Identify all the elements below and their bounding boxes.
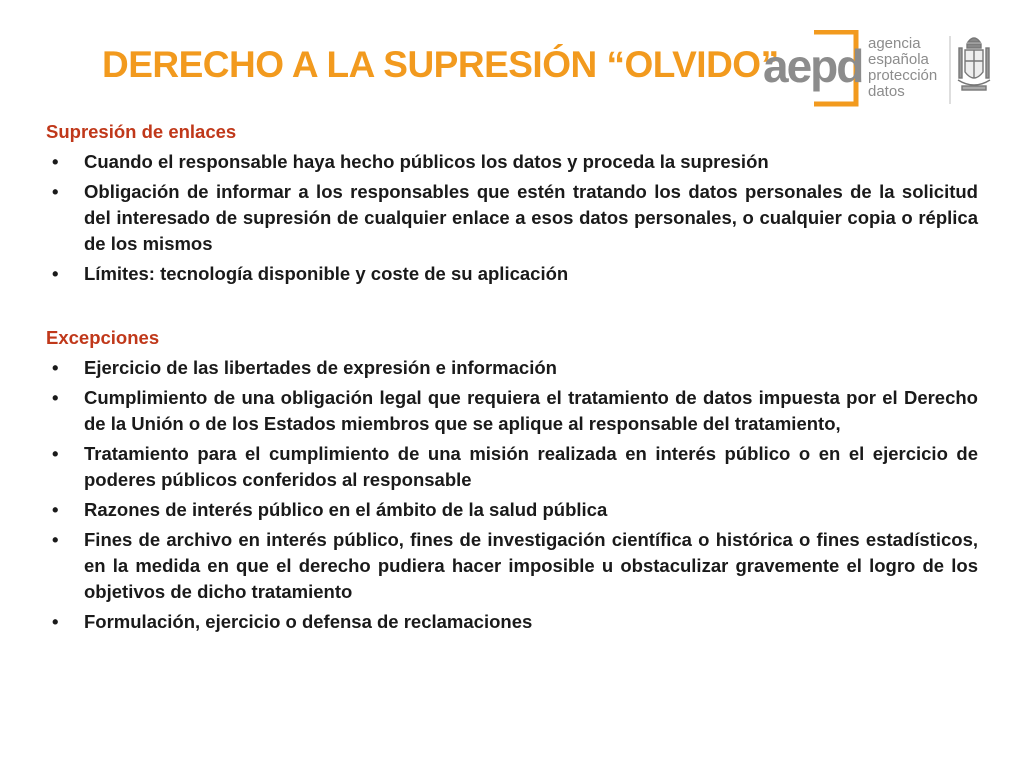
bullet-icon: • (52, 387, 59, 408)
list-item (46, 179, 978, 257)
slide-content (46, 118, 978, 635)
aepd-logo (762, 30, 1002, 110)
list-item (46, 497, 978, 523)
list-item-text: Tratamiento para el cumplimiento de una misión realizada en interés público o en el ejercicio de poderes públicos conferidos al responsable (84, 443, 978, 490)
list-item-text: Límites: tecnología disponible y coste de su aplicación (84, 263, 569, 284)
bullet-icon: • (52, 263, 59, 284)
bullet-icon: • (52, 443, 59, 464)
list-item-text: Razones de interés público en el ámbito de la salud pública (84, 499, 608, 520)
list-item (46, 609, 978, 635)
logo-line-espanola: española (868, 51, 929, 68)
aepd-mark: aepd (763, 40, 863, 92)
bullet-icon: • (52, 499, 59, 520)
slide-title: DERECHO A LA SUPRESIÓN “OLVIDO” (102, 44, 779, 85)
coat-of-arms-icon (958, 38, 990, 90)
logo-line-datos: datos (868, 83, 905, 100)
list-item (46, 355, 978, 381)
bullet-list (46, 149, 978, 287)
bullet-icon: • (52, 529, 59, 550)
bullet-list (46, 355, 978, 635)
list-item-text: Obligación de informar a los responsables que estén tratando los datos personales de la solicitud del interesado de supresión de cualquier enlace a esos datos personales, o cualquier copia o réplica de los mismos (84, 181, 978, 254)
list-item-text: Formulación, ejercicio o defensa de reclamaciones (84, 611, 533, 632)
list-item (46, 441, 978, 493)
logo-line-proteccion: protección (868, 67, 938, 84)
list-item (46, 261, 978, 287)
list-item-text: Fines de archivo en interés público, fines de investigación científica o histórica o fines estadísticos, en la medida en que el derecho pudiera hacer imposible u obstaculizar gravemente el logro de los objetivos de dicho tratamiento (84, 529, 978, 602)
section-supresion-enlaces (46, 118, 978, 287)
bullet-icon: • (52, 611, 59, 632)
bullet-icon: • (52, 357, 59, 378)
logo-line-agencia: agencia (868, 35, 921, 52)
list-item (46, 149, 978, 175)
bullet-icon: • (52, 151, 59, 172)
list-item (46, 385, 978, 437)
section-excepciones (46, 324, 978, 635)
list-item (46, 527, 978, 605)
list-item-text: Cuando el responsable haya hecho públicos los datos y proceda la supresión (84, 151, 769, 172)
section-heading: Supresión de enlaces (46, 121, 237, 142)
bullet-icon: • (52, 181, 59, 202)
list-item-text: Cumplimiento de una obligación legal que requiera el tratamiento de datos impuesta por el Derecho de la Unión o de los Estados miembros que se aplique al responsable del tratamiento, (84, 387, 978, 434)
list-item-text: Ejercicio de las libertades de expresión e información (84, 357, 557, 378)
section-heading: Excepciones (46, 327, 160, 348)
